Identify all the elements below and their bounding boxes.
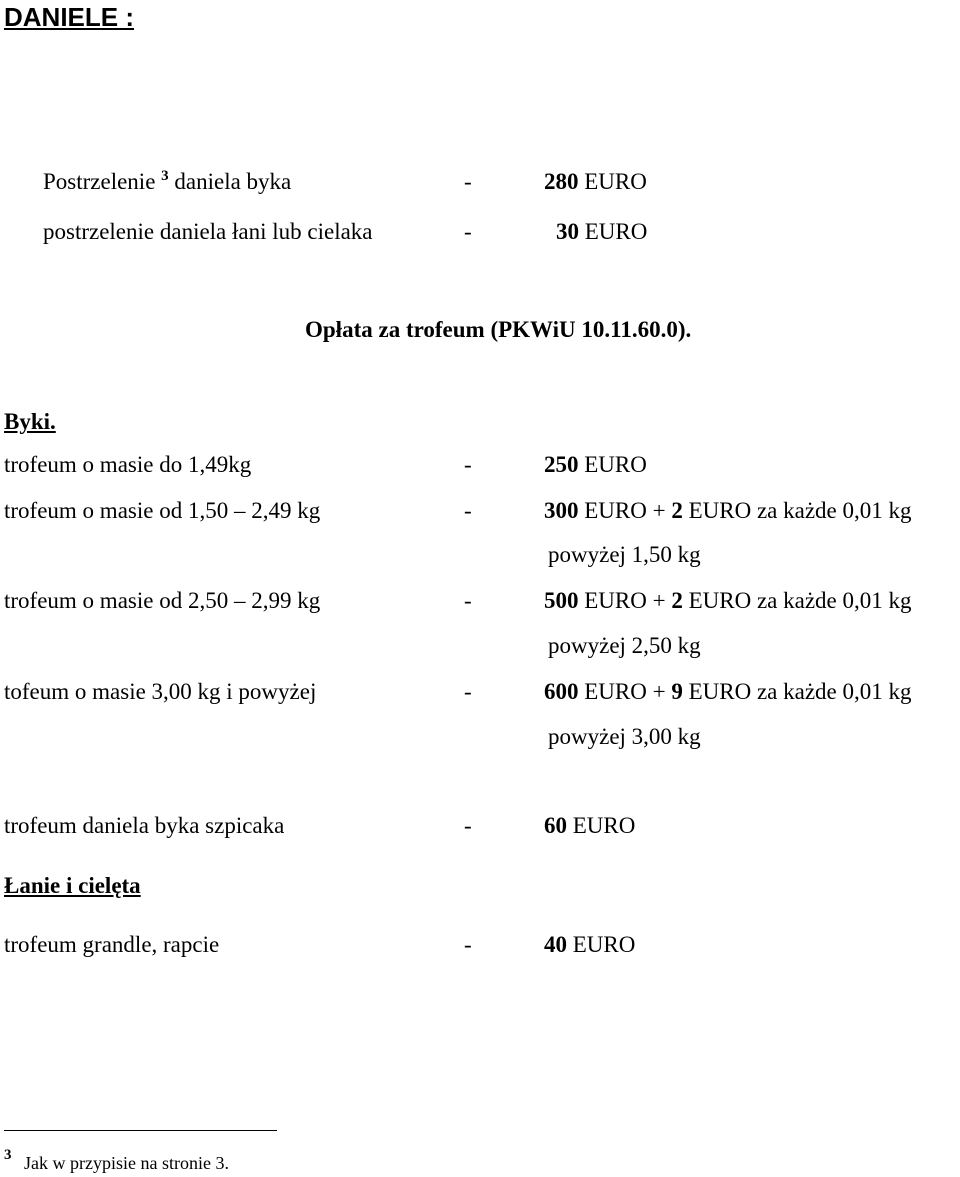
stag-trophy-row-dash: - bbox=[464, 452, 472, 477]
stag-trophy-row-currency: EURO + bbox=[578, 498, 672, 523]
stag-trophy-row-continuation: powyżej 3,00 kg bbox=[548, 724, 701, 749]
shooting-row-stag-amount: 280 bbox=[544, 169, 579, 194]
shooting-row-stag-price bbox=[544, 170, 647, 193]
footnote-separator bbox=[4, 1130, 277, 1131]
shooting-row-stag-dash: - bbox=[464, 169, 472, 194]
stag-trophy-row-dash: - bbox=[464, 588, 472, 613]
footnote-text: Jak w przypisie na stronie 3. bbox=[24, 1153, 229, 1173]
spiker-trophy-label: trofeum daniela byka szpicaka bbox=[4, 813, 285, 838]
hind-trophy-amount: 40 bbox=[544, 932, 567, 957]
stags-section-title: Byki. bbox=[4, 409, 56, 434]
stag-trophy-row-continuation: powyżej 2,50 kg bbox=[548, 633, 701, 658]
page-heading: DANIELE : bbox=[4, 2, 134, 32]
hind-trophy-currency: EURO bbox=[567, 932, 636, 957]
stag-trophy-row-amount: 250 bbox=[544, 452, 579, 477]
stag-trophy-row-rate-text: EURO za każde 0,01 kg bbox=[682, 588, 912, 613]
stag-trophy-row-price bbox=[544, 453, 647, 476]
hind-trophy-dash: - bbox=[464, 932, 472, 957]
stag-trophy-row-dash: - bbox=[464, 679, 472, 704]
stag-trophy-row-currency: EURO + bbox=[578, 679, 672, 704]
hinds-section-title: Łanie i cielęta bbox=[4, 873, 141, 898]
stag-trophy-row-rate-amount: 2 bbox=[671, 588, 683, 613]
stag-trophy-row-label: trofeum o masie od 1,50 – 2,49 kg bbox=[4, 498, 321, 523]
hind-trophy-label: trofeum grandle, rapcie bbox=[4, 932, 220, 957]
stag-trophy-row-dash: - bbox=[464, 498, 472, 523]
stag-trophy-row-rate-amount: 2 bbox=[671, 498, 683, 523]
shooting-row-hind-dash: - bbox=[464, 219, 472, 244]
shooting-row-hind-price bbox=[556, 220, 647, 243]
stag-trophy-row-continuation: powyżej 1,50 kg bbox=[548, 542, 701, 567]
spiker-trophy-dash: - bbox=[464, 813, 472, 838]
stag-trophy-row-price bbox=[544, 589, 912, 612]
stag-trophy-row-rate-text: EURO za każde 0,01 kg bbox=[682, 498, 912, 523]
spiker-trophy-price bbox=[544, 814, 635, 837]
stag-trophy-row-amount: 300 bbox=[544, 498, 579, 523]
stag-trophy-row-price bbox=[544, 680, 912, 703]
shooting-row-stag-label bbox=[43, 170, 291, 193]
spiker-trophy-currency: EURO bbox=[567, 813, 636, 838]
shooting-row-hind-currency: EURO bbox=[579, 219, 648, 244]
shooting-row-stag-currency: EURO bbox=[578, 169, 647, 194]
footnote-ref-marker: 3 bbox=[161, 168, 169, 184]
stag-trophy-row-amount: 500 bbox=[544, 588, 579, 613]
trophy-fee-heading: Opłata za trofeum (PKWiU 10.11.60.0). bbox=[305, 317, 692, 342]
footnote-number: 3 bbox=[4, 1147, 12, 1163]
shooting-row-stag-label-before: Postrzelenie bbox=[43, 169, 162, 194]
shooting-row-stag-label-after: daniela byka bbox=[168, 169, 292, 194]
hind-trophy-price bbox=[544, 933, 635, 956]
stag-trophy-row-label: trofeum o masie do 1,49kg bbox=[4, 452, 252, 477]
stag-trophy-row-currency: EURO bbox=[578, 452, 647, 477]
stag-trophy-row-label: trofeum o masie od 2,50 – 2,99 kg bbox=[4, 588, 321, 613]
stag-trophy-row-label: tofeum o masie 3,00 kg i powyżej bbox=[4, 679, 317, 704]
stag-trophy-row-rate-text: EURO za każde 0,01 kg bbox=[682, 679, 912, 704]
stag-trophy-row-rate-amount: 9 bbox=[671, 679, 683, 704]
stag-trophy-row-currency: EURO + bbox=[578, 588, 672, 613]
shooting-row-hind-label: postrzelenie daniela łani lub cielaka bbox=[43, 219, 373, 244]
shooting-row-hind-amount: 30 bbox=[556, 219, 579, 244]
stag-trophy-row-price bbox=[544, 499, 912, 522]
stag-trophy-row-amount: 600 bbox=[544, 679, 579, 704]
spiker-trophy-amount: 60 bbox=[544, 813, 567, 838]
